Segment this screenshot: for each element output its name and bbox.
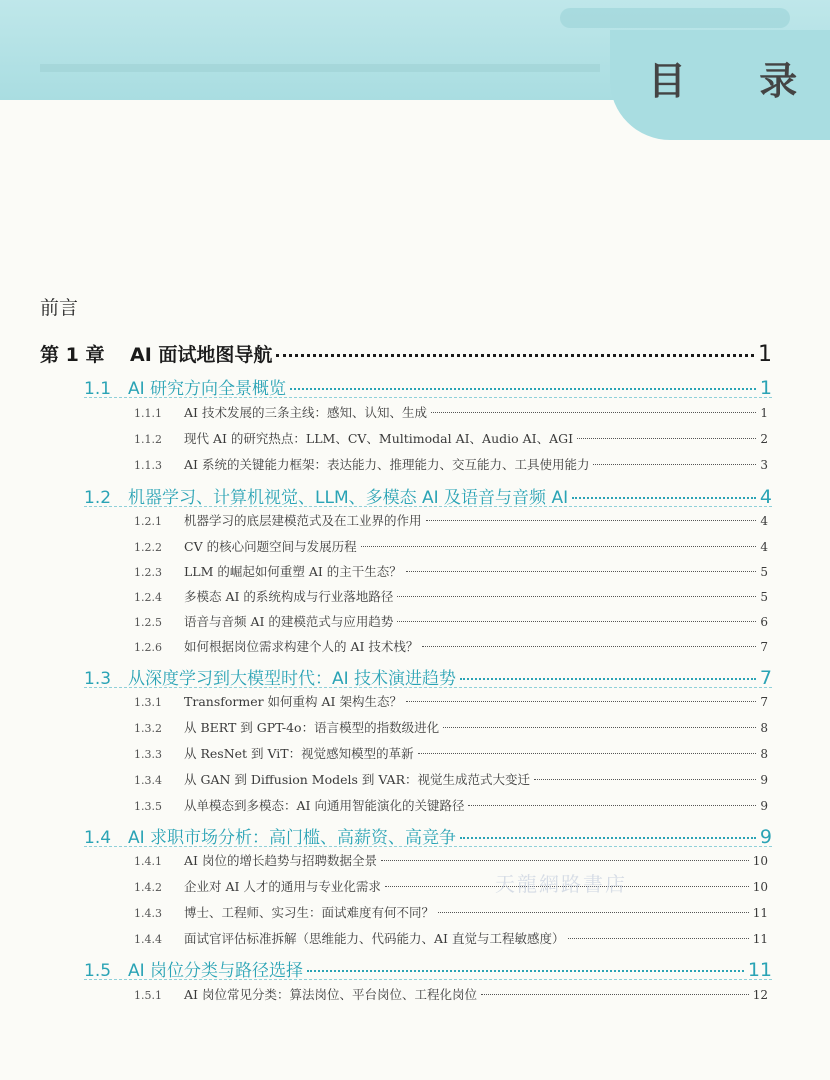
- subsection-title: CV 的核心问题空间与发展历程: [184, 539, 357, 554]
- section-separator: [84, 506, 772, 507]
- chapter-number: 第 1 章: [40, 344, 105, 366]
- dot-leader: [290, 388, 756, 390]
- page-number: 10: [752, 854, 768, 868]
- subsection-title: AI 系统的关键能力框架：表达能力、推理能力、交互能力、工具使用能力: [184, 457, 590, 472]
- page-number: 11: [752, 906, 768, 920]
- bookstore-watermark: 天龍網路書店: [495, 872, 627, 896]
- subsection-title: 现代 AI 的研究热点：LLM、CV、Multimodal AI、Audio AI、AGI: [184, 431, 574, 446]
- toc-subsection-1-2-1[interactable]: [134, 511, 768, 529]
- page-number: 5: [760, 590, 768, 604]
- toc-subsection-1-2-5[interactable]: [134, 612, 768, 630]
- subsection-number: 1.2.1: [134, 515, 162, 528]
- dot-leader: [406, 571, 757, 572]
- subsection-title: 博士、工程师、实习生：面试难度有何不同？: [184, 905, 435, 920]
- toc-subsection-1-5-1[interactable]: [134, 985, 768, 1003]
- section-title: AI 研究方向全景概览: [128, 379, 287, 399]
- page-number: 9: [759, 826, 772, 848]
- toc-subsection-1-3-5[interactable]: [134, 796, 768, 814]
- page-number: 2: [760, 432, 768, 446]
- dot-leader: [381, 860, 749, 861]
- subsection-number: 1.3.4: [134, 774, 162, 787]
- page-number: 9: [760, 799, 768, 813]
- subsection-title: 从 ResNet 到 ViT：视觉感知模型的革新: [184, 746, 414, 761]
- toc-subsection-1-2-2[interactable]: [134, 537, 768, 555]
- toc-section-1-3[interactable]: [84, 664, 772, 689]
- toc-section-1-1[interactable]: [84, 374, 772, 399]
- header-line: [40, 64, 600, 72]
- dot-leader: [361, 546, 757, 547]
- dot-leader: [460, 678, 756, 680]
- dot-leader: [577, 438, 756, 439]
- page-number: 8: [760, 747, 768, 761]
- dot-leader: [418, 753, 757, 754]
- toc-subsection-1-1-1[interactable]: [134, 403, 768, 421]
- dot-leader: [534, 779, 756, 780]
- subsection-title: 多模态 AI 的系统构成与行业落地路径: [184, 589, 394, 604]
- subsection-title: Transformer 如何重构 AI 架构生态？: [184, 694, 402, 709]
- dot-leader: [431, 412, 756, 413]
- preface-heading: 前言: [40, 297, 79, 319]
- dot-leader: [568, 938, 748, 939]
- dot-leader: [443, 727, 756, 728]
- subsection-number: 1.2.6: [134, 641, 162, 654]
- toc-chapter-1[interactable]: [40, 340, 772, 367]
- page-number: 11: [747, 959, 772, 981]
- subsection-title: 机器学习的底层建模范式及在工业界的作用: [184, 513, 422, 528]
- section-title: AI 岗位分类与路径选择: [128, 961, 304, 981]
- subsection-number: 1.2.3: [134, 566, 162, 579]
- page-number: 9: [760, 773, 768, 787]
- subsection-title: 如何根据岗位需求构建个人的 AI 技术栈？: [184, 639, 419, 654]
- subsection-title: 从 BERT 到 GPT-4o：语言模型的指数级进化: [184, 720, 440, 735]
- subsection-number: 1.4.3: [134, 907, 162, 920]
- toc-section-1-5[interactable]: [84, 956, 772, 981]
- page-number: 11: [752, 932, 768, 946]
- page-number: 12: [752, 988, 768, 1002]
- toc-subsection-1-4-1[interactable]: [134, 851, 768, 869]
- dot-leader: [397, 596, 756, 597]
- toc-section-1-2[interactable]: [84, 483, 772, 508]
- subsection-number: 1.5.1: [134, 989, 162, 1002]
- toc-subsection-1-2-4[interactable]: [134, 587, 768, 605]
- subsection-title: 面试官评估标准拆解（思维能力、代码能力、AI 直觉与工程敏感度）: [184, 931, 565, 946]
- toc-subsection-1-3-3[interactable]: [134, 744, 768, 762]
- dot-leader: [276, 354, 754, 357]
- toc-subsection-1-1-3[interactable]: [134, 455, 768, 473]
- section-title: 机器学习、计算机视觉、LLM、多模态 AI 及语音与音频 AI: [128, 488, 569, 508]
- page-number: 10: [752, 880, 768, 894]
- subsection-number: 1.2.2: [134, 541, 162, 554]
- page-number: 3: [760, 458, 768, 472]
- section-number: 1.5: [84, 961, 112, 981]
- subsection-title: LLM 的崛起如何重塑 AI 的主干生态？: [184, 564, 402, 579]
- toc-subsection-1-3-4[interactable]: [134, 770, 768, 788]
- subsection-title: 语音与音频 AI 的建模范式与应用趋势: [184, 614, 394, 629]
- dot-leader: [468, 805, 756, 806]
- dot-leader: [481, 994, 749, 995]
- section-separator: [84, 846, 772, 847]
- section-number: 1.4: [84, 828, 112, 848]
- section-separator: [84, 687, 772, 688]
- page-number: 1: [758, 342, 772, 367]
- header-tab: [560, 8, 790, 28]
- page-number: 5: [760, 565, 768, 579]
- subsection-title: AI 技术发展的三条主线：感知、认知、生成: [184, 405, 427, 420]
- section-title: AI 求职市场分析：高门槛、高薪资、高竞争: [128, 828, 457, 848]
- section-separator: [84, 397, 772, 398]
- dot-leader: [307, 970, 744, 972]
- subsection-number: 1.3.5: [134, 800, 162, 813]
- toc-subsection-1-2-3[interactable]: [134, 562, 768, 580]
- section-separator: [84, 979, 772, 980]
- toc-subsection-1-4-2[interactable]: [134, 877, 768, 895]
- dot-leader: [426, 520, 757, 521]
- subsection-number: 1.2.5: [134, 616, 162, 629]
- page-number: 7: [759, 667, 772, 689]
- dot-leader: [438, 912, 749, 913]
- toc-subsection-1-3-2[interactable]: [134, 718, 768, 736]
- subsection-number: 1.1.1: [134, 407, 162, 420]
- page-title: 目 录: [648, 58, 828, 103]
- page-number: 6: [760, 615, 768, 629]
- subsection-number: 1.3.1: [134, 696, 162, 709]
- subsection-title: AI 岗位常见分类：算法岗位、平台岗位、工程化岗位: [184, 987, 477, 1002]
- subsection-number: 1.4.4: [134, 933, 162, 946]
- chapter-title: AI 面试地图导航: [130, 344, 273, 366]
- subsection-title: 企业对 AI 人才的通用与专业化需求: [184, 879, 381, 894]
- dot-leader: [572, 497, 756, 499]
- section-number: 1.3: [84, 669, 112, 689]
- page-number: 4: [760, 540, 768, 554]
- subsection-title: 从 GAN 到 Diffusion Models 到 VAR：视觉生成范式大变迁: [184, 772, 530, 787]
- subsection-number: 1.3.2: [134, 722, 162, 735]
- subsection-number: 1.3.3: [134, 748, 162, 761]
- section-number: 1.1: [84, 379, 112, 399]
- section-number: 1.2: [84, 488, 112, 508]
- toc-subsection-1-4-4[interactable]: [134, 929, 768, 947]
- subsection-number: 1.4.2: [134, 881, 162, 894]
- section-title: 从深度学习到大模型时代：AI 技术演进趋势: [128, 669, 457, 689]
- dot-leader: [406, 701, 756, 702]
- subsection-title: 从单模态到多模态：AI 向通用智能演化的关键路径: [184, 798, 465, 813]
- toc-subsection-1-3-1[interactable]: [134, 692, 768, 710]
- page-number: 1: [760, 406, 768, 420]
- subsection-number: 1.4.1: [134, 855, 162, 868]
- dot-leader: [422, 646, 756, 647]
- page-number: 1: [759, 377, 772, 399]
- page-number: 4: [760, 514, 768, 528]
- subsection-number: 1.1.3: [134, 459, 162, 472]
- page-number: 7: [760, 695, 768, 709]
- page-number: 8: [760, 721, 768, 735]
- dot-leader: [397, 621, 756, 622]
- page-number: 4: [759, 486, 772, 508]
- toc-subsection-1-1-2[interactable]: [134, 429, 768, 447]
- dot-leader: [593, 464, 756, 465]
- toc-subsection-1-2-6[interactable]: [134, 637, 768, 655]
- dot-leader: [460, 837, 756, 839]
- toc-subsection-1-4-3[interactable]: [134, 903, 768, 921]
- subsection-title: AI 岗位的增长趋势与招聘数据全景: [184, 853, 377, 868]
- toc-section-1-4[interactable]: [84, 823, 772, 848]
- subsection-number: 1.1.2: [134, 433, 162, 446]
- page-number: 7: [760, 640, 768, 654]
- subsection-number: 1.2.4: [134, 591, 162, 604]
